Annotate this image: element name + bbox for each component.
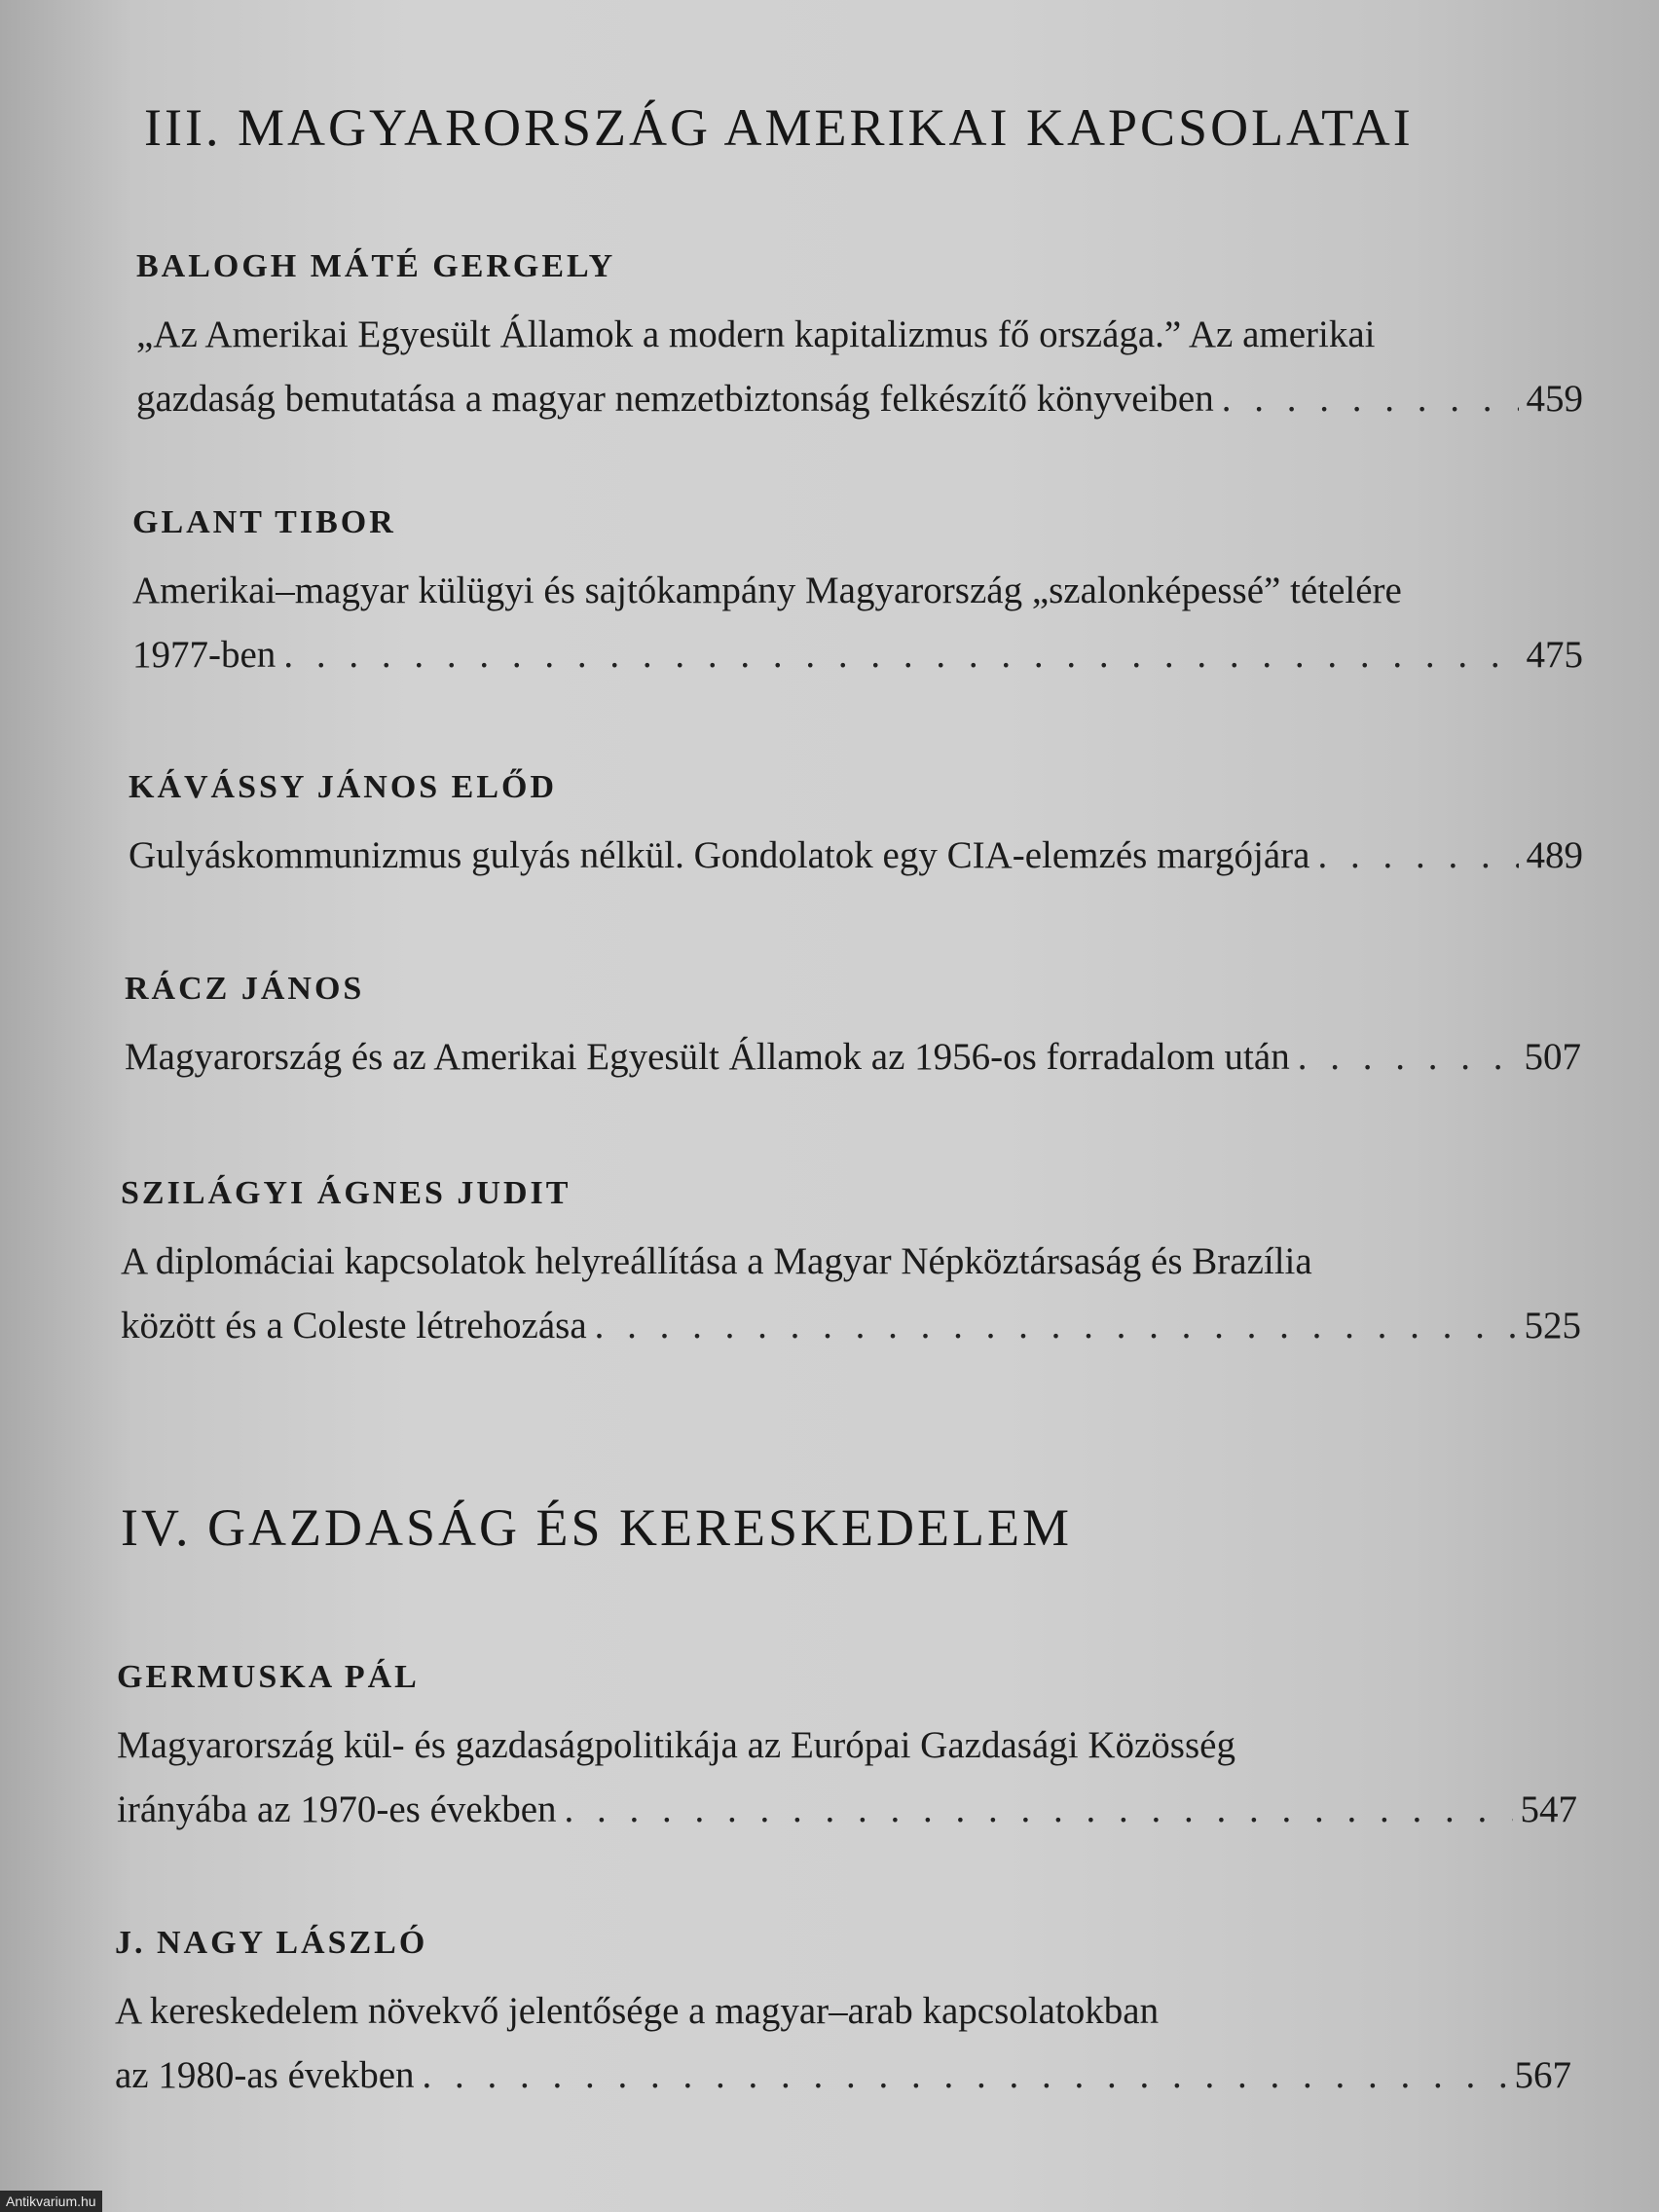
entry-author: BALOGH MÁTÉ GERGELY <box>136 248 616 284</box>
entry-title-line: „Az Amerikai Egyesült Államok a modern kapitalizmus fő országa.” Az amerikai <box>136 313 1376 355</box>
entry-title-line: A diplomáciai kapcsolatok helyreállítása a Magyar Népköztársaság és Brazília <box>121 1240 1312 1282</box>
page-number: 489 <box>1526 834 1583 876</box>
leader-dots <box>423 2044 1507 2108</box>
entry-title-line: Magyarország kül- és gazdaságpolitikája az Európai Gazdasági Közösség <box>117 1724 1235 1766</box>
toc-entry-racz <box>125 971 1581 1089</box>
toc-entry-kavassy <box>129 769 1583 888</box>
page-number: 475 <box>1526 634 1583 676</box>
entry-author: KÁVÁSSY JÁNOS ELŐD <box>129 769 558 805</box>
entry-author: RÁCZ JÁNOS <box>125 971 365 1007</box>
leader-dots <box>283 623 1518 687</box>
toc-entry-glant <box>132 504 1583 687</box>
page-number: 459 <box>1526 378 1583 420</box>
watermark-label: Antikvarium.hu <box>0 2191 102 2212</box>
entry-title-line: Gulyáskommunizmus gulyás nélkül. Gondolatok egy CIA-elemzés margójára . . . 489 <box>129 824 1583 888</box>
entry-author: GERMUSKA PÁL <box>117 1659 420 1695</box>
leader-dots <box>595 1294 1517 1358</box>
page-number: 547 <box>1520 1788 1577 1830</box>
entry-author: J. NAGY LÁSZLÓ <box>115 1925 428 1961</box>
entry-title-line: gazdaság bemutatása a magyar nemzetbiztonság felkészítő könyveiben . . . 459 <box>136 367 1583 431</box>
toc-entry-szilagyi <box>121 1175 1581 1358</box>
section-title-iv: IV. GAZDASÁG ÉS KERESKEDELEM <box>121 1498 1073 1557</box>
toc-entry-nagy <box>115 1925 1571 2108</box>
leader-dots <box>1317 824 1518 888</box>
page-number: 567 <box>1514 2054 1571 2096</box>
entry-author: SZILÁGYI ÁGNES JUDIT <box>121 1175 571 1211</box>
leader-dots <box>1298 1025 1517 1089</box>
page-number: 525 <box>1524 1305 1581 1346</box>
entry-title-line: Magyarország és az Amerikai Egyesült Államok az 1956-os forradalom után . . . 507 <box>125 1025 1581 1089</box>
toc-entry-germuska <box>117 1659 1577 1842</box>
entry-title-line: 1977-ben . . . 475 <box>132 623 1583 687</box>
entry-title-line: irányába az 1970-es években . . . 547 <box>117 1778 1577 1842</box>
leader-dots <box>565 1778 1513 1842</box>
page-number: 507 <box>1524 1036 1581 1078</box>
entry-title-line: A kereskedelem növekvő jelentősége a magyar–arab kapcsolatokban <box>115 1990 1160 2032</box>
entry-title-line: Amerikai–magyar külügyi és sajtókampány Magyarország „szalonképessé” tételére <box>132 570 1402 611</box>
section-title-iii: III. MAGYARORSZÁG AMERIKAI KAPCSOLATAI <box>144 98 1414 157</box>
entry-author: GLANT TIBOR <box>132 504 396 540</box>
toc-entry-balogh <box>136 248 1583 431</box>
leader-dots <box>1222 367 1519 431</box>
entry-title-line: az 1980-as években . . . 567 <box>115 2044 1571 2108</box>
entry-title-line: között és a Coleste létrehozása . . . 525 <box>121 1294 1581 1358</box>
